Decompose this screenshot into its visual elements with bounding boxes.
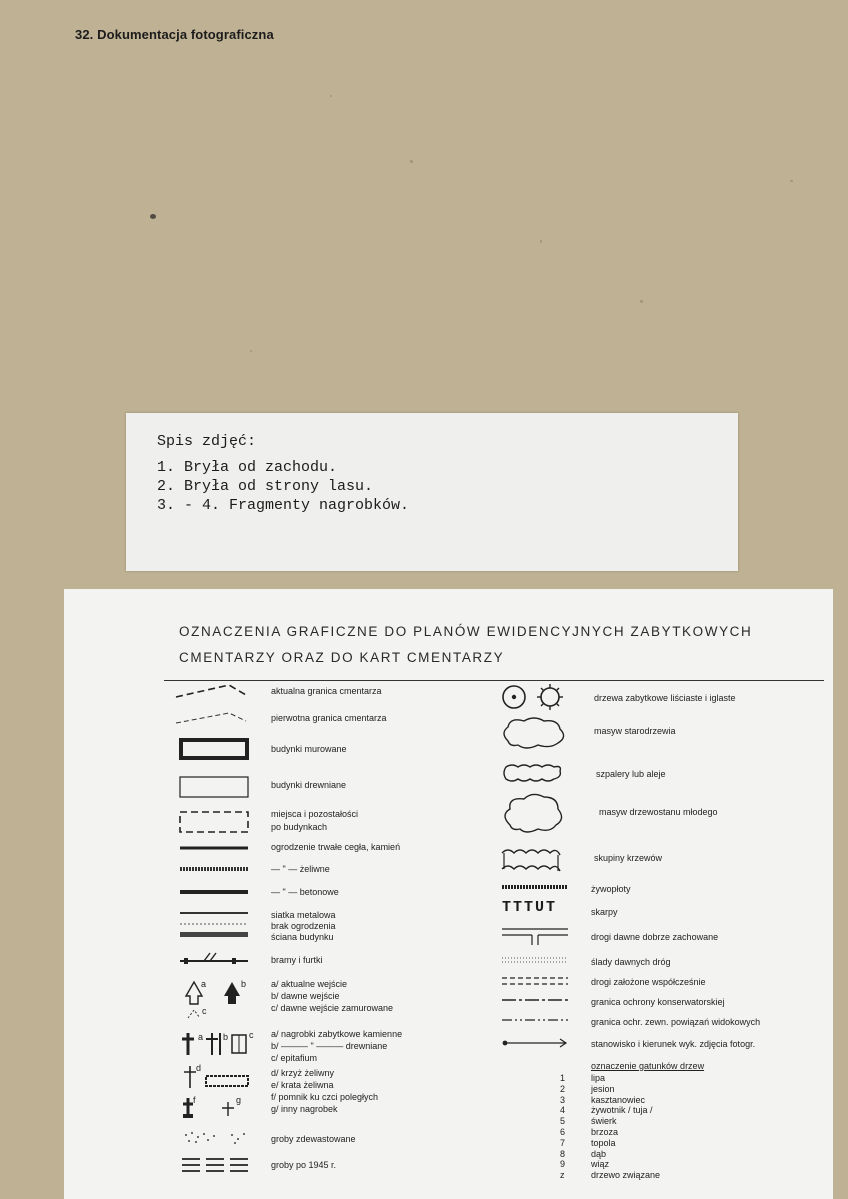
legend-label: budynki murowane (271, 744, 347, 754)
species-number: 7 (560, 1137, 566, 1148)
legend-label: ogrodzenie trwałe cegła, kamień (271, 842, 401, 852)
legend-label: granica ochr. zewn. powiązań widokowych (591, 1017, 761, 1027)
species-name: wiąz (591, 1159, 610, 1170)
mark-c: c (202, 1006, 207, 1016)
species-name: żywotnik / tuja / (591, 1105, 653, 1116)
legend-label: aktualna granica cmentarza (271, 686, 382, 696)
mark-a: a (201, 979, 207, 989)
legend-label: brak ogrodzenia (271, 921, 336, 931)
species-name: drzewo związane (591, 1170, 661, 1181)
legend-label: żywopłoty (591, 884, 631, 894)
concrete-fence-symbol (180, 887, 252, 897)
legend-label: — " — żeliwne (271, 864, 330, 874)
legend-label: c/ epitafium (271, 1053, 318, 1063)
paper-speck (250, 350, 252, 352)
legend-label: a/ aktualne wejście (271, 979, 348, 989)
species-number: z (560, 1170, 565, 1181)
building-remains-symbol (177, 809, 253, 835)
photo-list-heading: Spis zdjęć: (157, 433, 257, 450)
legend-label: granica ochrony konserwatorskiej (591, 997, 725, 1007)
masonry-building-symbol (177, 736, 253, 762)
legend-label: bramy i furtki (271, 955, 323, 965)
wooden-building-symbol (177, 774, 253, 800)
species-number: 1 (560, 1073, 566, 1083)
original-boundary-symbol (174, 705, 254, 727)
legend-label: miejsca i pozostałości (271, 809, 359, 819)
legend-label: c/ dawne wejście zamurowane (271, 1003, 394, 1013)
page-title: 32. Dokumentacja fotograficzna (75, 27, 274, 42)
species-number: 3 (560, 1094, 566, 1105)
legend-label: b/ dawne wejście (271, 991, 340, 1001)
species-name: topola (591, 1137, 616, 1148)
hedges-symbol (502, 882, 578, 892)
legend-label: drogi dawne dobrze zachowane (591, 932, 719, 942)
old-stand-symbol (500, 715, 580, 751)
mesh-fence-symbol (180, 909, 252, 943)
road-traces-symbol (502, 955, 578, 965)
mark-b: b (241, 979, 247, 989)
legend-label: b/ ——— " ——— drewniane (271, 1041, 388, 1051)
legend-title-line1: OZNACZENIA GRAFICZNE DO PLANÓW EWIDENCYJNYCH ZABYTKOWYCH (179, 624, 753, 639)
legend-label: g/ inny nagrobek (271, 1104, 338, 1114)
old-roads-symbol (502, 925, 578, 947)
species-number: 5 (560, 1116, 566, 1127)
modern-roads-symbol (502, 975, 578, 987)
legend-label: drogi założone współcześnie (591, 977, 706, 987)
species-name: kasztanowiec (591, 1094, 646, 1105)
legend-label: drzewa zabytkowe liściaste i iglaste (594, 693, 736, 703)
legend-label: — " — betonowe (271, 887, 339, 897)
mark-d: d (196, 1063, 202, 1073)
legend-label: siatka metalowa (271, 910, 336, 920)
legend-label: szpalery lub aleje (596, 769, 666, 779)
legend-label: stanowisko i kierunek wyk. zdjęcia fotogr. (591, 1039, 756, 1049)
species-name: brzoza (591, 1127, 619, 1137)
species-name: dąb (591, 1148, 607, 1159)
species-number: 6 (560, 1127, 566, 1137)
mark-b: b (223, 1032, 229, 1042)
paper-speck (540, 240, 542, 243)
gate-symbol (180, 951, 252, 967)
iron-cross-symbol (180, 1064, 260, 1092)
protection-boundary-symbol (502, 996, 578, 1004)
slopes-symbol: TTTUT (502, 899, 558, 916)
paper-speck (410, 160, 413, 163)
legend-label: d/ krzyż żeliwny (271, 1068, 335, 1078)
legend-label: pierwotna granica cmentarza (271, 713, 387, 723)
young-stand-symbol (500, 791, 580, 835)
memorial-symbol (180, 1094, 260, 1120)
entrance-symbols (180, 976, 260, 1026)
paper-speck (150, 214, 156, 219)
tree-rows-symbol (500, 761, 580, 785)
shrubs-symbol (500, 845, 580, 879)
devastated-graves-symbol (180, 1127, 260, 1149)
legend-label: a/ nagrobki zabytkowe kamienne (271, 1029, 403, 1039)
species-name: jesion (591, 1083, 615, 1094)
legend-label: ślady dawnych dróg (591, 957, 671, 967)
mark-a: a (198, 1032, 204, 1042)
mark-c: c (249, 1030, 254, 1040)
legend-title-line2: CMENTARZY ORAZ DO KART CMENTARZY (179, 650, 505, 665)
paper-speck (640, 300, 643, 303)
species-number: 8 (560, 1148, 566, 1159)
species-heading: oznaczenie gatunków drzew (591, 1061, 705, 1071)
permanent-fence-symbol (180, 844, 252, 852)
legend-label: e/ krata żeliwna (271, 1080, 334, 1090)
legend-label: masyw starodrzewia (594, 726, 676, 736)
legend-label: f/ pomnik ku czci poległych (271, 1092, 379, 1102)
species-name: lipa (591, 1073, 606, 1083)
grave-symbols (180, 1027, 260, 1063)
species-number: 2 (560, 1083, 566, 1094)
mark-g: g (236, 1095, 242, 1105)
legend-label: po budynkach (271, 822, 328, 832)
legend-divider (164, 680, 824, 681)
current-boundary-symbol (174, 677, 254, 701)
paper-speck (790, 180, 793, 182)
legend-label: groby zdewastowane (271, 1134, 356, 1144)
species-name: świerk (591, 1116, 617, 1127)
species-number: 9 (560, 1159, 566, 1170)
view-boundary-symbol (502, 1016, 578, 1024)
iron-fence-symbol (180, 864, 252, 874)
photo-list-item: 2. Bryła od strony lasu. (157, 478, 374, 495)
photo-station-symbol (502, 1037, 578, 1049)
legend-sheet (64, 589, 833, 1199)
legend-label: masyw drzewostanu młodego (599, 807, 718, 817)
legend-label: skarpy (591, 907, 618, 917)
post-1945-graves-symbol (180, 1155, 260, 1177)
photo-list-item: 3. - 4. Fragmenty nagrobków. (157, 497, 410, 514)
legend-label: groby po 1945 r. (271, 1160, 337, 1170)
paper-speck (330, 95, 332, 97)
legend-label: budynki drewniane (271, 780, 347, 790)
mark-f: f (193, 1095, 196, 1105)
legend-label: ściana budynku (271, 932, 334, 942)
photo-list-card (126, 413, 738, 571)
photo-list-item: 1. Bryła od zachodu. (157, 459, 338, 476)
legend-label: skupiny krzewów (594, 853, 663, 863)
species-number: 4 (560, 1105, 566, 1116)
historic-trees-symbol (500, 683, 580, 715)
